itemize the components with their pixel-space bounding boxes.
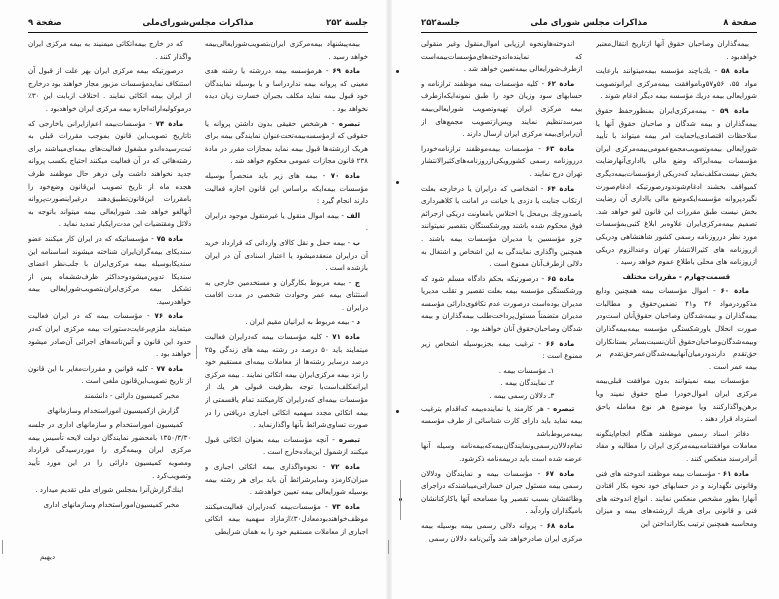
session-number: جلسة۲۵۲ bbox=[421, 18, 460, 28]
paragraph-text: بیمه‌پیشنهاد بیمه‌مرکزی ایران‌بتصویب‌شورایعالی‌بیمه خواهد رسید . bbox=[204, 39, 368, 61]
scan-dot bbox=[396, 70, 399, 73]
article-label: مادة ۶۲ bbox=[547, 78, 575, 88]
paragraph-text: درصورتیکه بیمه مرکزی ایران بهر علت از قبول آن استنکاف نماید‌مؤسسات مزبور مجاز خواهند بود درخارج از ایران بیمه اتکائی نمایند . اختلاف ازبابت این ۳۰٪ درموکولبه‌ارائه‌اجازه بیمه مرکزی ایران خواهدبود . bbox=[28, 66, 192, 113]
article-paragraph bbox=[205, 210, 368, 235]
text-paragraph bbox=[421, 38, 582, 76]
paragraph-text: - مؤسسات‌بیمه اعم‌ازایرانی یاخارجی که تاتاریخ تصویب‌این قانون بموجب مقررات قبلی به ثبت‌رسیده‌اندو مشغول فعالیت‌های بیمه‌ای‌میباشند برای رشته‌هائی که در آن فعالیت میکنند احتیاج بکسب پروانه جدید نخواهند داشت ولی درهر حال موظفند ظرف هجده ماه از تاریخ تصویب این‌قانون وضع‌خود را بامقررات این‌قانون‌تطبیق‌دهند درغیراینصورت‌پروانه آنهالغو خواهد شد. شورایعالی بیمه میتواند باتوجه به دلائل ومقتضیات این مدت‌رایکبار تمدید نماید . bbox=[28, 118, 192, 229]
article-paragraph bbox=[205, 237, 368, 275]
article-label: ب bbox=[352, 237, 360, 247]
article-label: ج bbox=[354, 277, 360, 287]
paragraph-text: - مؤسسات‌بیمه که‌درایران فعالیت‌میکنند موظف‌خواهندبودمعادل۳۰٪ازمازاد سهمیه بیمه اتکائی اجباری از معاملات مستقیم خود را به همان شرایطی bbox=[204, 501, 368, 536]
article-paragraph bbox=[205, 277, 368, 315]
paragraph-text: - بیمه های زیر باید منحصراً بوسیله مؤسسات بیمه‌ایکه براساس این قانون اجازه فعالیت دارند انجام گیرد : bbox=[204, 170, 368, 206]
paragraph-text: - اموال مؤسسات بیمه همچنین ودایع مذکوردرمواد ۳۶ و۴۱ تضمین‌حقوق و مطالبات بیمه‌گذاران و بیمه‌شدگان وصاحبان حقوق‌آنان است‌ودر صورت انحلال یاورشکستگی مؤسسه بیمه‌بیمه‌گذاران وبیمه‌شدگان‌وصاحبان‌حقوق آنان‌نسبت‌بسایر بستانکاران حق‌تقدم دارند‌ودر‌میان‌آنهابیمه‌شدگان‌عمرحق‌تقدم بر بیمه عمر است . bbox=[595, 286, 757, 371]
paragraph-text: - بیمه مربوط بکارگران و مستخدمین خارجی به استثنای بیمه عمر وحوادث شخصی در مدت اقامت درایران . bbox=[204, 277, 368, 312]
paragraph-text: - ترغیب بیمه بجز‌بوسیله اشخاص زیر ممنوع است : bbox=[421, 338, 583, 361]
text-columns bbox=[421, 38, 757, 559]
paragraph-text: - مؤسسات بیمه‌موظفند ترازنامه‌خودرا درروزنامه رسمی کشورویکی‌ازروزنامه‌های‌کثیرالانتشار تهران درج نمایند . bbox=[421, 143, 583, 178]
text-paragraph bbox=[596, 428, 757, 466]
paragraph-text: ۳ـ دلالان رسمی بیمه . bbox=[489, 391, 555, 401]
article-paragraph bbox=[596, 65, 757, 103]
article-paragraph bbox=[421, 338, 582, 363]
column-left bbox=[421, 38, 582, 559]
paragraph-text: - نحوه‌واگذاری بیمه اتکائی اجباری و میزان‌کارمزد وسایرشرائط آن باید برای هر رشته بیمه بوسیله شورایعالی بیمه تعیین خواهدشد . bbox=[204, 462, 368, 497]
article-label: مادة ۶۴ bbox=[547, 183, 575, 193]
article-paragraph bbox=[28, 363, 191, 388]
scan-line bbox=[2, 540, 3, 554]
running-title: مذاکرات مجلس شورای ملی bbox=[530, 18, 648, 28]
article-label: مادة ۷۵ bbox=[156, 233, 184, 243]
article-paragraph bbox=[205, 501, 368, 539]
article-label: مادة ۶۳ bbox=[545, 143, 575, 153]
text-paragraph bbox=[28, 390, 191, 403]
article-label: مادة ۶۵ bbox=[547, 273, 575, 283]
left-page bbox=[0, 0, 388, 599]
article-label: مادة ۷۱ bbox=[332, 332, 361, 342]
paragraph-text: - بیمه اموال منقول یا غیرمنقول موجود درایران . bbox=[204, 210, 368, 233]
page-header bbox=[421, 18, 757, 33]
paragraph-text: - یك‌یاچند مؤسسه بیمه‌میتوانند بارعایت مواد ۵۵، ۵۶و۵۷وباموافقت بیمه‌مرکزی ایرانوتصویب شورایعالی بیمه دریك مؤسسه بیمه دیگر ادغام شوند . bbox=[595, 66, 757, 101]
article-paragraph bbox=[205, 331, 368, 432]
footer-signature: دیهیم bbox=[40, 553, 56, 561]
paragraph-text: اندوخته‌هاونحوه ارزیابی اموال‌منقول وغیر منقولی که نماینده‌اندوخته‌های‌مؤسسات‌بیمه‌است ازطرف‌شورایعالی بیمه‌تعیین خواهد شد . bbox=[421, 39, 583, 74]
article-label: مادة ۶۱ bbox=[722, 468, 749, 478]
article-paragraph bbox=[205, 461, 368, 499]
paragraph-text: گزارش ازکمیسیون امور‌استخدام وسازمانهای bbox=[47, 405, 180, 415]
page-header bbox=[28, 18, 368, 33]
paragraph-text: مخبر کمیسیون دارائی - دانشمند bbox=[84, 391, 180, 401]
right-page bbox=[391, 0, 779, 599]
article-label: مادة ۶۷ bbox=[545, 468, 575, 478]
paragraph-text: - اشخاصی که درایران یا درخارجه بعلت ارتکاب جنایت یا دزدی یا خیانت در امانت یا کلاهبرداری یاصدورچك بی‌محل یا اختلاس یامعاونت دریکی ازجرائم فوق محکوم شده باشند وورشکستگان بتقصیر نمیتوانند جزو مؤسسین یا مدیران مؤسسات بیمه باشند . همچنین واگذاری نمایندگی به این اشخاص و اشتغال به دلالی ازطرف‌آنان ممنوع است . bbox=[421, 183, 583, 269]
article-label: مادة ۷۰ bbox=[330, 170, 360, 180]
article-paragraph bbox=[421, 183, 582, 271]
article-paragraph bbox=[28, 233, 191, 309]
article-paragraph bbox=[205, 170, 368, 208]
paragraph-text: - هر کارمند یا نماینده‌بیمه که‌اقدام بترغیب بیمه نماید باید دارای کارت شناسائی از طرف مؤسسه بیمه‌مربوط‌باشد تمام‌دلالان‌رسمی‌ونمایندگان‌بیمه‌که‌بیمه‌نامه وسیله آنها عرضه شده است باید دربیمه‌نامه ذکرشود. bbox=[421, 403, 583, 463]
article-label: مادة ۷۳ bbox=[331, 501, 360, 511]
article-label: مادة ۵۹ bbox=[719, 105, 750, 115]
paragraph-text: - مؤسسات بیمه موظفند اندوخته های فنی وقانونی نگهدارند و در حسابهای خود نحوه بکار افتادن آنهارا بطور مشخص منعکس نمایند . انواع اندوخته های فنی و قانونی برای هریك ازرشته‌های بیمه و میزان ومحاسبه همچنین ترتیب بکارانداختن این bbox=[595, 468, 757, 528]
paragraph-text: - پروانه دلالی رسمی بیمه بوسیله بیمه مرکزی ایران صادرخواهد شد وآئین‌نامه دلالان رسمی bbox=[421, 520, 583, 543]
article-label: مادة ۷۷ bbox=[156, 363, 184, 373]
article-paragraph bbox=[596, 105, 757, 269]
paragraph-text: - هرشخص حقیقی بدون داشتن پروانه یا حقوقی که ازمؤسسه‌بیمه‌تحت‌عنوان نمایندگی بیمه برای هریک ازرشته‌ها قبول بیمه نماید بمجازات مقرر در مادة ۲۳۸ قانون مجازات عمومی محکوم خواهد شد . bbox=[204, 118, 368, 166]
scan-dot bbox=[396, 181, 399, 184]
article-label: تبصره bbox=[338, 434, 360, 444]
paragraph-text: مخبر کمیسیون‌امور‌استخدام وسازمانهای اداری bbox=[43, 499, 180, 509]
text-paragraph bbox=[421, 377, 582, 390]
paragraph-text: - مؤسساتیکه که در ایران کار میکنند عضو سندیکای بیمه‌گران‌ایران شناخته میشوند اساسنامه این سندیکابوسیله بیمه مرکزی‌ایران با جلب‌نظر اعضای سندیکا تدوین‌میشودوحداکثر ظرف‌ششماه پس از تشکیل بیمه مرکزی‌ایران‌بتصویب‌شورایعالی بیمه خواهدرسید. bbox=[28, 233, 192, 306]
column-right bbox=[596, 38, 757, 559]
paragraph-text: که در خارج بیمه‌اتکائی میمنیند به بیمه مرکزی ایران واگذار کنند . bbox=[28, 39, 192, 61]
page-number: صفحة ۸ bbox=[723, 18, 757, 28]
article-label: مادة ۷۲ bbox=[330, 462, 361, 471]
paragraph-text: قسمت‌چهارم - مقررات مختلف bbox=[622, 271, 731, 281]
scan-line bbox=[388, 540, 389, 554]
text-paragraph bbox=[596, 375, 757, 425]
paragraph-text: - کلیه قوانین و مقررات‌مغایر با این قانون از تاریخ تصویب‌این‌قانون ملغی است . bbox=[28, 363, 192, 386]
article-paragraph bbox=[421, 143, 582, 181]
session-number: جلسة ۲۵۲ bbox=[326, 18, 368, 28]
article-paragraph bbox=[28, 310, 191, 360]
text-paragraph bbox=[421, 390, 582, 403]
column-left bbox=[28, 38, 191, 559]
text-columns bbox=[28, 38, 368, 559]
paragraph-text: ۱ـ مؤسسات بیمه . bbox=[498, 365, 555, 375]
paragraph-text: کمیسیون امور‌استخدام و سازمانهای اداری در جلسه ۱۳۵۰/۳/۳۰ بامحضور نمایندگان دولت لایحه تأسیس بیمه مرکزی ایران وبیمه‌گری را موردرسیدگی قرارداد ومصوبه کمیسیون دارائی را در این مورد تأیید وتصویب‌کرد . bbox=[28, 420, 192, 480]
article-label: الف bbox=[346, 210, 360, 220]
page-number: صفحة ۹ bbox=[28, 18, 62, 28]
article-paragraph bbox=[421, 520, 582, 545]
article-paragraph bbox=[421, 468, 582, 518]
article-paragraph bbox=[421, 403, 582, 466]
article-paragraph bbox=[205, 434, 368, 459]
text-paragraph bbox=[596, 38, 757, 63]
text-paragraph bbox=[421, 365, 582, 378]
paragraph-text: - هرمؤسسه بیمه دررشته یا رشته هدی معینی که پروانه بیمه نداردراسا و یا بوسیله نمایندگان خود قبول بیمه نماید مکلف بجبران خسارت زیان دیده نخواهد بود . bbox=[204, 66, 368, 113]
article-paragraph bbox=[596, 468, 757, 531]
article-label: تبصره bbox=[338, 118, 360, 128]
article-paragraph bbox=[421, 273, 582, 336]
article-label: مادة ۶۹ bbox=[332, 66, 361, 76]
article-paragraph bbox=[205, 316, 368, 329]
paragraph-text: - مؤسسات بیمه که در ایران فعالیت میتمایند ملزم‌برعایت‌دستورات بیمه مرکزی ایران که‌در حدود این قانون و آئین‌نامه‌های اجرائی آن‌صادر میشود خواهند بود . bbox=[28, 311, 192, 359]
text-paragraph bbox=[28, 499, 191, 512]
paragraph-text: - بیمه حمل و نقل کالای وارداتی که قرارداد خرید آن درایران منعقدمیشود یا اعتبار اسنادی آن در ایران بازشده است . bbox=[204, 237, 368, 273]
paragraph-text: - بیمه مربوط به ایرانیان مقیم ایران . bbox=[245, 317, 357, 327]
paragraph-text: - کلیه مؤسسات بیمه که‌درایران فعالیت میتمایند باید ۵۰ درصد در رشته بیمه های زندگی و۲۵ درصد درسایر رشته‌ها از معاملات بیمه‌ای مستقیم خود را نزد بیمه مرکزی‌ایران بیمه اتکائی نمایند . بیمه مرکزی ایرانمکلف‌است‌با توجه بظرفیت قبولی هر یك از مؤسسات بیمه‌ای که‌درایران کارمیکنند تمام یاقسمتی از بیمه اتکائی مجدد سهمیه اتکائی اجباری دریافتی را در صورت تساوی‌شرائط بآنها واگذارنماید . bbox=[204, 332, 368, 430]
paragraph-text: - درصورتیکه بحکم دادگاه مسلم شود که ورشکستگی مؤسسه بیمه بعلت تقصیر و تقلب مدیریا مدیران بوده‌است درصورت عدم تکافوی‌دارائی مؤسسه مدیران متضمناً مسئول‌پرداخت‌طلب بیمه‌گذاران و بیمه شدگان وصاحبان‌حقوق آنان خواهند بود . bbox=[421, 273, 583, 334]
paragraph-text: بیمه‌گذاران وصاحبان حقوق آنها ازتاریخ انتقال‌معتبر خواهدبود . bbox=[595, 39, 757, 61]
article-label: مادة ۷۴ bbox=[155, 118, 184, 128]
text-paragraph bbox=[28, 405, 191, 418]
paragraph-text: - بیمه‌مرکزی‌ایران بمنظورحفظ حقوق بیمه‌گذاران و بیمه شدگان و صاحبان حقوق آنها یا سلاحظات اقتصادی‌یاحمایت امر بیمه میتواند با تأیید شورایعالی بیمه‌وتصویب‌مجمع‌عمومی‌بیمه‌مرکزی ایران مؤسسات بیمه‌ایراکه وضع مالی یااداری‌آنهارضایت بخش نیست‌مکلف‌نماید که‌دریکی ازمؤسسات‌بیمه‌دیگری کمیواقف بخشند ادغام‌شوند‌ودرصورتیکه ادغام‌صورت نگیرد‌پروانه مؤسسه‌ایکه‌وضع مالی یااداری آن رضایت بخش نیست طبق مقررات این قانون لغو خواهد شد. تصمیم بیمه‌مرکزی‌ایران علاوه‌بر ابلاغ کتبی‌بمؤسسات مورد نظر درروزنامه رسمی کشور شاهنشاهی ودریکی ازروزنامه های کثیرالانتشار تهران وعندالزوم دریکی ازروزنامه های محلی باطلاع عموم خواهد رسید . bbox=[595, 105, 757, 267]
text-paragraph bbox=[596, 271, 757, 284]
column-right bbox=[205, 38, 368, 559]
paragraph-text: - کلیه مؤسسات بیمه موظفند ترازنامه و حسابهای سود وزیان خود را طبق نمونه‌ایکه‌ازطرف بیمه مرکزی ایران تهیه‌وتصویب شورایعالی‌بیمه میرسدتنظیم نمایند وپس‌ازتصویب مجمع‌های از آن‌رابرای‌بیمه مرکزی ایران ارسال دارند . bbox=[421, 78, 583, 139]
article-label: تبصره bbox=[553, 403, 575, 413]
text-paragraph bbox=[28, 38, 191, 63]
paragraph-text: مؤسسات بیمه نمیتوانند بدون موافقت قبلی‌بیمه مرکزی ایران اموال‌خودرا صلح حقوق نمیند ویا برهن‌واگذارکنند ویا موضوع هر نوع معامله یاحق استرداد قرار دهند . bbox=[595, 376, 757, 424]
article-paragraph bbox=[28, 118, 191, 231]
paragraph-text: - آنچه مؤسسات بیمه بعنوان اتکائی قبول میکنند ازشمول این‌ماده‌خارج است . bbox=[204, 434, 368, 457]
article-label: مادة ۶۶ bbox=[545, 338, 575, 348]
running-title: مذاکرات مجلس‌شورای‌ملی bbox=[142, 18, 254, 28]
paragraph-text: ۲ـ نمایندگان بیمه . bbox=[500, 378, 555, 388]
scan-line bbox=[196, 345, 197, 359]
text-paragraph bbox=[28, 419, 191, 482]
text-paragraph bbox=[28, 65, 191, 115]
article-label: مادة ۷۶ bbox=[154, 311, 184, 321]
scan-line bbox=[400, 480, 401, 520]
text-paragraph bbox=[28, 484, 191, 497]
article-paragraph bbox=[205, 65, 368, 115]
scan-dot bbox=[396, 410, 399, 413]
article-label: مادة ۶۰ bbox=[720, 286, 749, 296]
article-paragraph bbox=[205, 118, 368, 168]
article-label: مادة ۶۸ bbox=[546, 520, 575, 530]
paragraph-text: - مؤسسات بیمه و نمایندگان ودلالان رسمی بیمه مسئول جبران خساراتی‌میباشندکه دراجرای وظائفشان بسبب تقصیر ویا مسامحه آنها یاکارکنانشان بامیگذاران وارد‌آید . bbox=[421, 468, 583, 516]
article-paragraph bbox=[421, 78, 582, 141]
paragraph-text: دفاتر اسناد رسمی موظفند هنگام انجام‌اینگونه معاملات موافقتنامه‌بیمه‌مرکزی ایران را مطالبه و مفاد آنرادرسند منعکس کنند . bbox=[595, 428, 757, 463]
text-paragraph bbox=[205, 38, 368, 63]
article-label: مادة ۵۸ bbox=[721, 66, 749, 76]
paragraph-text: اینك‌گزارش‌آنرا بمجلس شورای ملی تقدیم میدارد . bbox=[35, 485, 184, 495]
article-label: د bbox=[356, 317, 360, 327]
article-paragraph bbox=[596, 285, 757, 373]
